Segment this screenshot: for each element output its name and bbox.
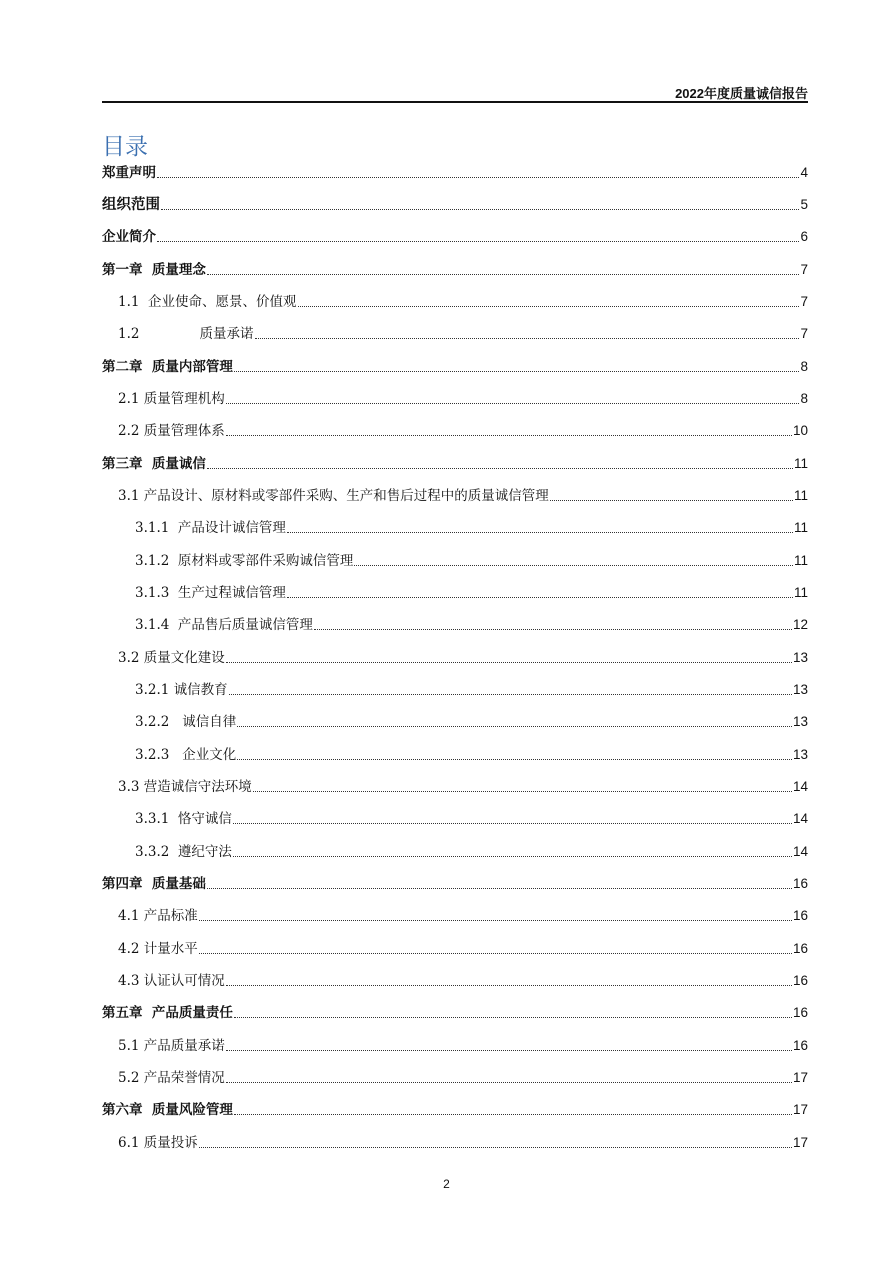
toc-dot-leader <box>314 628 792 630</box>
toc-entry-label: 5.1 产品质量承诺 <box>118 1038 225 1054</box>
toc-dot-leader <box>226 984 792 986</box>
toc-dot-leader <box>226 434 792 436</box>
toc-entry-label: 组织范围 <box>102 197 160 213</box>
toc-entry-page: 16 <box>792 941 808 956</box>
toc-entry-label: 3.1.2 原材料或零部件采购诚信管理 <box>135 553 354 569</box>
toc-entry-page: 13 <box>792 682 808 697</box>
toc-entry-page: 11 <box>793 553 808 568</box>
toc-entry-page: 11 <box>793 585 808 600</box>
toc-entry-page: 16 <box>792 973 808 988</box>
toc-dot-leader <box>207 887 792 889</box>
toc-dot-leader <box>354 564 793 566</box>
toc-entry-page: 13 <box>792 714 808 729</box>
toc-entry-page: 7 <box>800 262 808 277</box>
toc-entry[interactable] <box>135 580 808 602</box>
toc-entry-page: 13 <box>792 747 808 762</box>
toc-dot-leader <box>233 822 792 824</box>
toc-heading: 目录 <box>102 134 148 160</box>
toc-entry[interactable] <box>118 386 808 408</box>
toc-entry-label: 4.3 认证认可情况 <box>118 973 225 989</box>
toc-entry-label: 3.2 质量文化建设 <box>118 650 225 666</box>
toc-dot-leader <box>226 402 800 404</box>
toc-entry-label: 3.1.1 产品设计诚信管理 <box>135 520 286 536</box>
toc-entry[interactable] <box>102 1097 808 1119</box>
toc-entry[interactable] <box>135 742 808 764</box>
toc-entry-page: 11 <box>793 488 808 503</box>
toc-entry-page: 14 <box>792 811 808 826</box>
toc-entry-page: 7 <box>800 294 808 309</box>
toc-entry[interactable] <box>102 160 808 182</box>
toc-dot-leader <box>253 790 792 792</box>
toc-dot-leader <box>234 370 800 372</box>
toc-entry-label: 第五章 产品质量责任 <box>102 1005 233 1021</box>
toc-entry[interactable] <box>118 1065 808 1087</box>
toc-entry-label: 3.3.1 恪守诚信 <box>135 811 232 827</box>
toc-entry[interactable] <box>102 871 808 893</box>
toc-entry[interactable] <box>118 418 808 440</box>
toc-entry-label: 第六章 质量风险管理 <box>102 1102 233 1118</box>
toc-entry[interactable] <box>102 1000 808 1022</box>
toc-dot-leader <box>207 273 800 275</box>
toc-entry-label: 1.1 企业使命、愿景、价值观 <box>118 294 297 310</box>
toc-entry-page: 14 <box>792 844 808 859</box>
toc-dot-leader <box>255 337 800 339</box>
toc-entry-page: 7 <box>800 326 808 341</box>
toc-entry-label: 3.1.4 产品售后质量诚信管理 <box>135 617 313 633</box>
toc-entry-label: 2.2 质量管理体系 <box>118 423 225 439</box>
toc-entry-label: 5.2 产品荣誉情况 <box>118 1070 225 1086</box>
toc-entry[interactable] <box>135 677 808 699</box>
toc-entry-label: 4.2 计量水平 <box>118 941 198 957</box>
toc-entry-page: 11 <box>793 456 808 471</box>
toc-entry[interactable] <box>118 968 808 990</box>
toc-entry[interactable] <box>118 289 808 311</box>
toc-entry-page: 17 <box>792 1135 808 1150</box>
toc-entry-label: 第四章 质量基础 <box>102 876 206 892</box>
toc-entry-page: 13 <box>792 650 808 665</box>
toc-entry-page: 4 <box>800 165 808 180</box>
toc-dot-leader <box>237 725 792 727</box>
toc-entry[interactable] <box>102 224 808 246</box>
toc-entry-page: 10 <box>792 423 808 438</box>
toc-entry[interactable] <box>118 645 808 667</box>
toc-entry-page: 8 <box>800 391 808 406</box>
toc-dot-leader <box>226 1081 792 1083</box>
toc-dot-leader <box>287 531 793 533</box>
toc-entry[interactable] <box>118 936 808 958</box>
toc-entry-page: 8 <box>800 359 808 374</box>
toc-entry[interactable] <box>135 806 808 828</box>
toc-entry[interactable] <box>135 612 808 634</box>
toc-entry-label: 6.1 质量投诉 <box>118 1135 198 1151</box>
toc-entry-label: 1.2 质量承诺 <box>118 326 254 342</box>
toc-entry[interactable] <box>135 548 808 570</box>
toc-dot-leader <box>157 240 799 242</box>
toc-entry[interactable] <box>118 321 808 343</box>
toc-dot-leader <box>199 1146 792 1148</box>
toc-dot-leader <box>298 305 800 307</box>
toc-entry-label: 3.1.3 生产过程诚信管理 <box>135 585 286 601</box>
toc-entry-page: 16 <box>792 1038 808 1053</box>
toc-entry-label: 第三章 质量诚信 <box>102 456 206 472</box>
toc-dot-leader <box>199 919 792 921</box>
toc-entry[interactable] <box>118 1033 808 1055</box>
toc-dot-leader <box>550 499 793 501</box>
toc-dot-leader <box>199 952 792 954</box>
toc-entry-label: 4.1 产品标准 <box>118 908 198 924</box>
toc-entry-page: 16 <box>792 876 808 891</box>
toc-dot-leader <box>237 758 792 760</box>
toc-entry[interactable] <box>102 354 808 376</box>
report-header-title: 2022年度质量诚信报告 <box>675 86 808 101</box>
toc-entry[interactable] <box>118 774 808 796</box>
toc-entry-page: 11 <box>793 520 808 535</box>
toc-entry-page: 16 <box>792 1005 808 1020</box>
toc-entry[interactable] <box>102 192 808 214</box>
toc-entry-page: 16 <box>792 908 808 923</box>
header-divider <box>102 101 808 103</box>
toc-entry-page: 6 <box>800 229 808 244</box>
toc-entry-page: 14 <box>792 779 808 794</box>
toc-dot-leader <box>234 1016 792 1018</box>
toc-entry[interactable] <box>135 839 808 861</box>
toc-entry-label: 3.2.3 企业文化 <box>135 747 237 763</box>
toc-dot-leader <box>287 596 793 598</box>
toc-dot-leader <box>207 467 793 469</box>
toc-entry[interactable] <box>135 515 808 537</box>
toc-entry-label: 3.2.1 诚信教育 <box>135 682 228 698</box>
toc-entry-label: 3.3 营造诚信守法环境 <box>118 779 252 795</box>
toc-entry[interactable] <box>102 257 808 279</box>
toc-entry[interactable] <box>102 451 808 473</box>
toc-entry[interactable] <box>118 903 808 925</box>
toc-entry-label: 3.1 产品设计、原材料或零部件采购、生产和售后过程中的质量诚信管理 <box>118 488 549 504</box>
toc-entry-label: 郑重声明 <box>102 165 156 181</box>
toc-entry-label: 第二章 质量内部管理 <box>102 359 233 375</box>
toc-entry-label: 3.2.2 诚信自律 <box>135 714 237 730</box>
toc-entry-label: 第一章 质量理念 <box>102 262 206 278</box>
toc-dot-leader <box>234 1113 792 1115</box>
toc-entry-page: 17 <box>792 1102 808 1117</box>
toc-entry-label: 3.3.2 遵纪守法 <box>135 844 232 860</box>
toc-entry[interactable] <box>118 1130 808 1152</box>
toc-entry-page: 5 <box>800 197 808 212</box>
toc-dot-leader <box>226 1049 792 1051</box>
toc-entry[interactable] <box>135 709 808 731</box>
toc-dot-leader <box>226 661 792 663</box>
toc-entry-page: 17 <box>792 1070 808 1085</box>
toc-entry-label: 2.1 质量管理机构 <box>118 391 225 407</box>
toc-dot-leader <box>161 208 799 210</box>
toc-dot-leader <box>233 855 792 857</box>
toc-entry-page: 12 <box>792 617 808 632</box>
page-number: 2 <box>443 1177 450 1191</box>
toc-entry-label: 企业简介 <box>102 229 156 245</box>
toc-dot-leader <box>157 176 799 178</box>
toc-dot-leader <box>229 693 792 695</box>
toc-entry[interactable] <box>118 483 808 505</box>
